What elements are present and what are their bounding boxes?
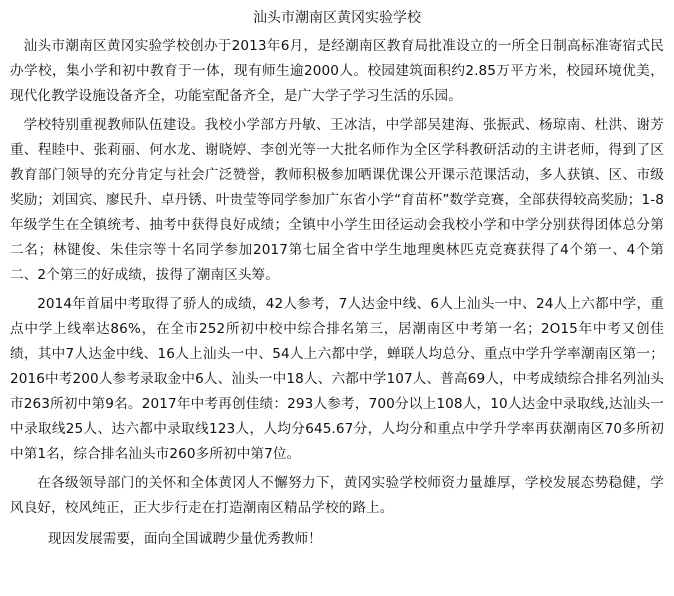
paragraph-teachers: 学校特别重视教师队伍建设。我校小学部方丹敏、王冰洁，中学部吴建海、张振武、杨琼南、杜洪、谢芳重、程睦中、张莉丽、何水龙、谢晓婷、李创光等一大批名师作为全区学科教研活动的主讲老师，得到了区教育部门领导的充分肯定与社会广泛赞誉，教师积极参加晒课优课公开课示范课活动，多人获镇、区、市级奖励；刘国宾、廖民升、卓丹锈、叶贵莹等同学参加广东省小学“育苗杯”数学竞赛，全部获得较高奖励；1-8年级学生在全镇统考、抽考中获得良好成绩；全镇中小学生田径运动会我校小学和中学分别获得团体总分第二名；林键俊、朱佳宗等十名同学参加2017第七届全省中学生地理奥林匹克竞赛获得了4个第一、4个第二、2个第三的好成绩，拔得了潮南区头筹。 <box>10 117 664 283</box>
paragraph-development: 在各级领导部门的关怀和全体黄冈人不懈努力下，黄冈实验学校师资力量雄厚，学校发展态势稳健，学风良好，校风纯正，正大步行走在打造潮南区精品学校的路上。 <box>10 475 664 516</box>
document-title: 汕头市潮南区黄冈实验学校 <box>253 10 421 26</box>
paragraph-exam-results: 2014年首届中考取得了骄人的成绩，42人参考，7人达金中线、6人上汕头一中、24人上六都中学，重点中学上线率达86%，在全市252所初中校中综合排名第三，居潮南区中考第一名；2O15年中考又创佳绩，其中7人达金中线、16人上汕头一中、54人上六都中学，蝉联人均总分、重点中学升学率潮南区第一；2016中考200人参考录取金中6人、汕头一中18人、六都中学107人、普高69人，中考成绩综合排名列汕头市263所初中第9名。2017年中考再创佳绩：293人参考，700分以上108人，10人达金中录取线,达汕头一中录取线25人、达六都中录取线123人，人均分645.67分，人均分和重点中学升学率再获潮南区70多所初中第1名，综合排名汕头市260多所初中第7位。 <box>10 296 664 462</box>
paragraph-intro: 汕头市潮南区黄冈实验学校创办于2013年6月，是经潮南区教育局批准设立的一所全日制高标准寄宿式民办学校，集小学和初中教育于一体，现有师生逾2000人。校园建筑面积约2.85万平方米，校园环境优美，现代化教学设施设备齐全，功能室配备齐全，是广大学子学习生活的乐园。 <box>10 38 664 104</box>
paragraph-recruitment: 现因发展需要，面向全国诚聘少量优秀教师！ <box>48 531 322 547</box>
